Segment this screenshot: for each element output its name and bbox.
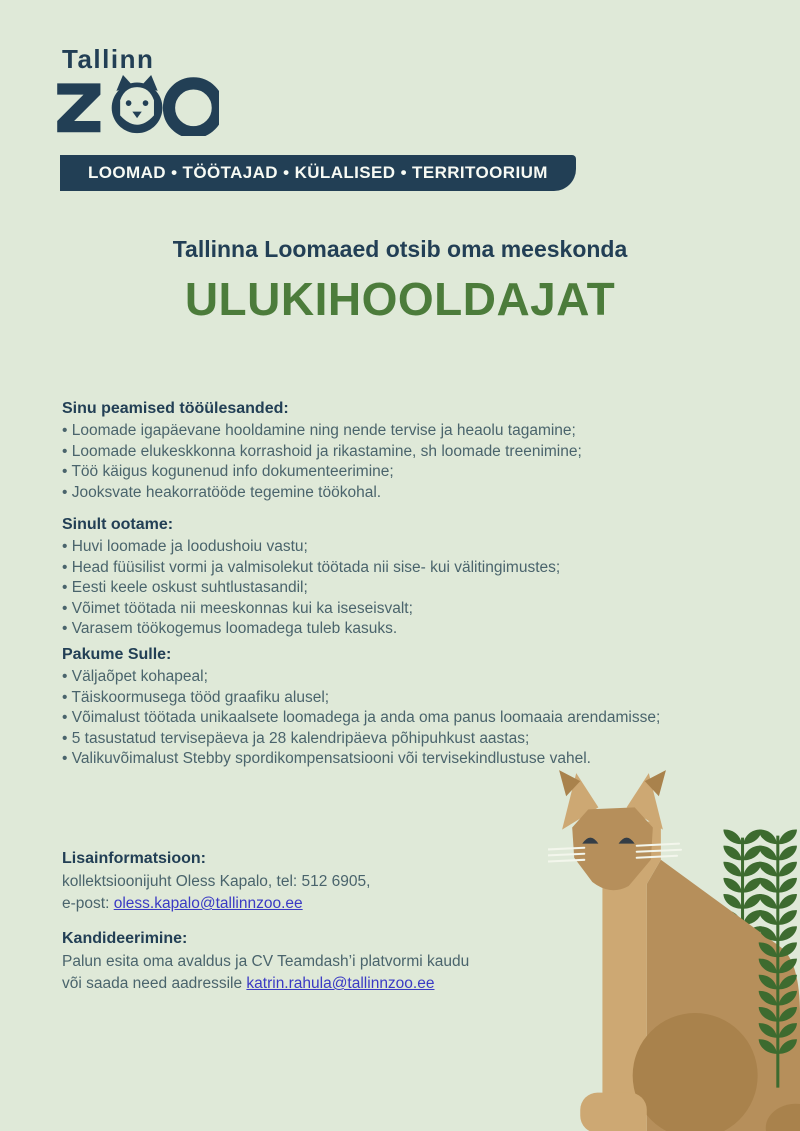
contact-email-label: e-post:: [62, 895, 114, 912]
apply-email-label: või saada need aadressile: [62, 975, 247, 992]
bullet-item: • Valikuvõimalust Stebby spordikompensatsiooni või tervisekindlustuse vahel.: [62, 749, 752, 770]
bullet-item: • Huvi loomade ja loodushoiu vastu;: [62, 537, 752, 558]
intro-subtitle: Tallinna Loomaaed otsib oma meeskonda: [172, 236, 628, 262]
bullet-item: • Väljaõpet kohapeal;: [62, 667, 752, 688]
contact-info: [62, 848, 622, 915]
application-info: [62, 928, 622, 995]
lynx-front-leg: [580, 1093, 647, 1131]
section-tasks-list: [62, 421, 752, 503]
zoo-wordmark-graphic: [57, 74, 219, 136]
contact-email-link[interactable]: oless.kapalo@tallinnzoo.ee: [113, 895, 303, 912]
bullet-item: • Head füüsilist vormi ja valmisolekut töötada nii sise- kui välitingimustes;: [62, 558, 752, 579]
contact-person: kollektsioonijuht Oless Kapalo, tel: 512 6905,: [62, 873, 371, 890]
apply-instruction: Palun esita oma avaldus ja CV Teamdash’i platvormi kaudu: [62, 953, 470, 970]
apply-heading: Kandideerimine:: [62, 930, 188, 947]
contact-email-line: [62, 893, 622, 915]
tallinn-zoo-logo: [57, 74, 219, 136]
bullet-item: • Jooksvate heakorratööde tegemine töökohal.: [62, 483, 752, 504]
section-offer-list: [62, 667, 752, 770]
zoo-wordmark-text: [57, 136, 58, 137]
bullet-item: • Loomade igapäevane hooldamine ning nende tervise ja heaolu tagamine;: [62, 421, 752, 442]
section-tasks: [62, 398, 752, 503]
banner-text: LOOMAD • TÖÖTAJAD • KÜLALISED • TERRITOORIUM: [88, 163, 548, 182]
bullet-item: • 5 tasustatud tervisepäeva ja 28 kalendripäeva põhipuhkust aastas;: [62, 729, 752, 750]
bullet-item: • Täiskoormusega tööd graafiku alusel;: [62, 688, 752, 709]
apply-email-line: [62, 973, 622, 995]
lynx-with-plant-graphic: [548, 763, 800, 1131]
bullet-item: • Loomade elukeskkonna korrashoid ja rikastamine, sh loomade treenimine;: [62, 442, 752, 463]
banner-nav: [60, 155, 576, 191]
section-offer: [62, 644, 752, 770]
apply-email-link[interactable]: katrin.rahula@tallinnzoo.ee: [246, 975, 435, 992]
lynx-illustration: [548, 763, 800, 1131]
job-title: ULUKIHOOLDAJAT: [184, 273, 616, 325]
logo-city-text: Tallinn: [62, 44, 155, 74]
bullet-item: • Võimet töötada nii meeskonnas kui ka iseseisvalt;: [62, 599, 752, 620]
section-tasks-heading: Sinu peamised tööülesanded:: [62, 400, 289, 417]
section-expectations-list: [62, 537, 752, 640]
section-expectations-heading: Sinult ootame:: [62, 516, 174, 533]
bullet-item: • Võimalust töötada unikaalsete loomadega ja anda oma panus loomaaia arendamisse;: [62, 708, 752, 729]
bullet-item: • Töö käigus kogunenud info dokumenteerimine;: [62, 462, 752, 483]
bullet-item: • Varasem töökogemus loomadega tuleb kasuks.: [62, 619, 752, 640]
contact-heading: Lisainformatsioon:: [62, 850, 207, 867]
section-expectations: [62, 514, 752, 640]
bullet-item: • Eesti keele oskust suhtlustasandil;: [62, 578, 752, 599]
intro: [0, 236, 800, 326]
section-offer-heading: Pakume Sulle:: [62, 646, 172, 663]
